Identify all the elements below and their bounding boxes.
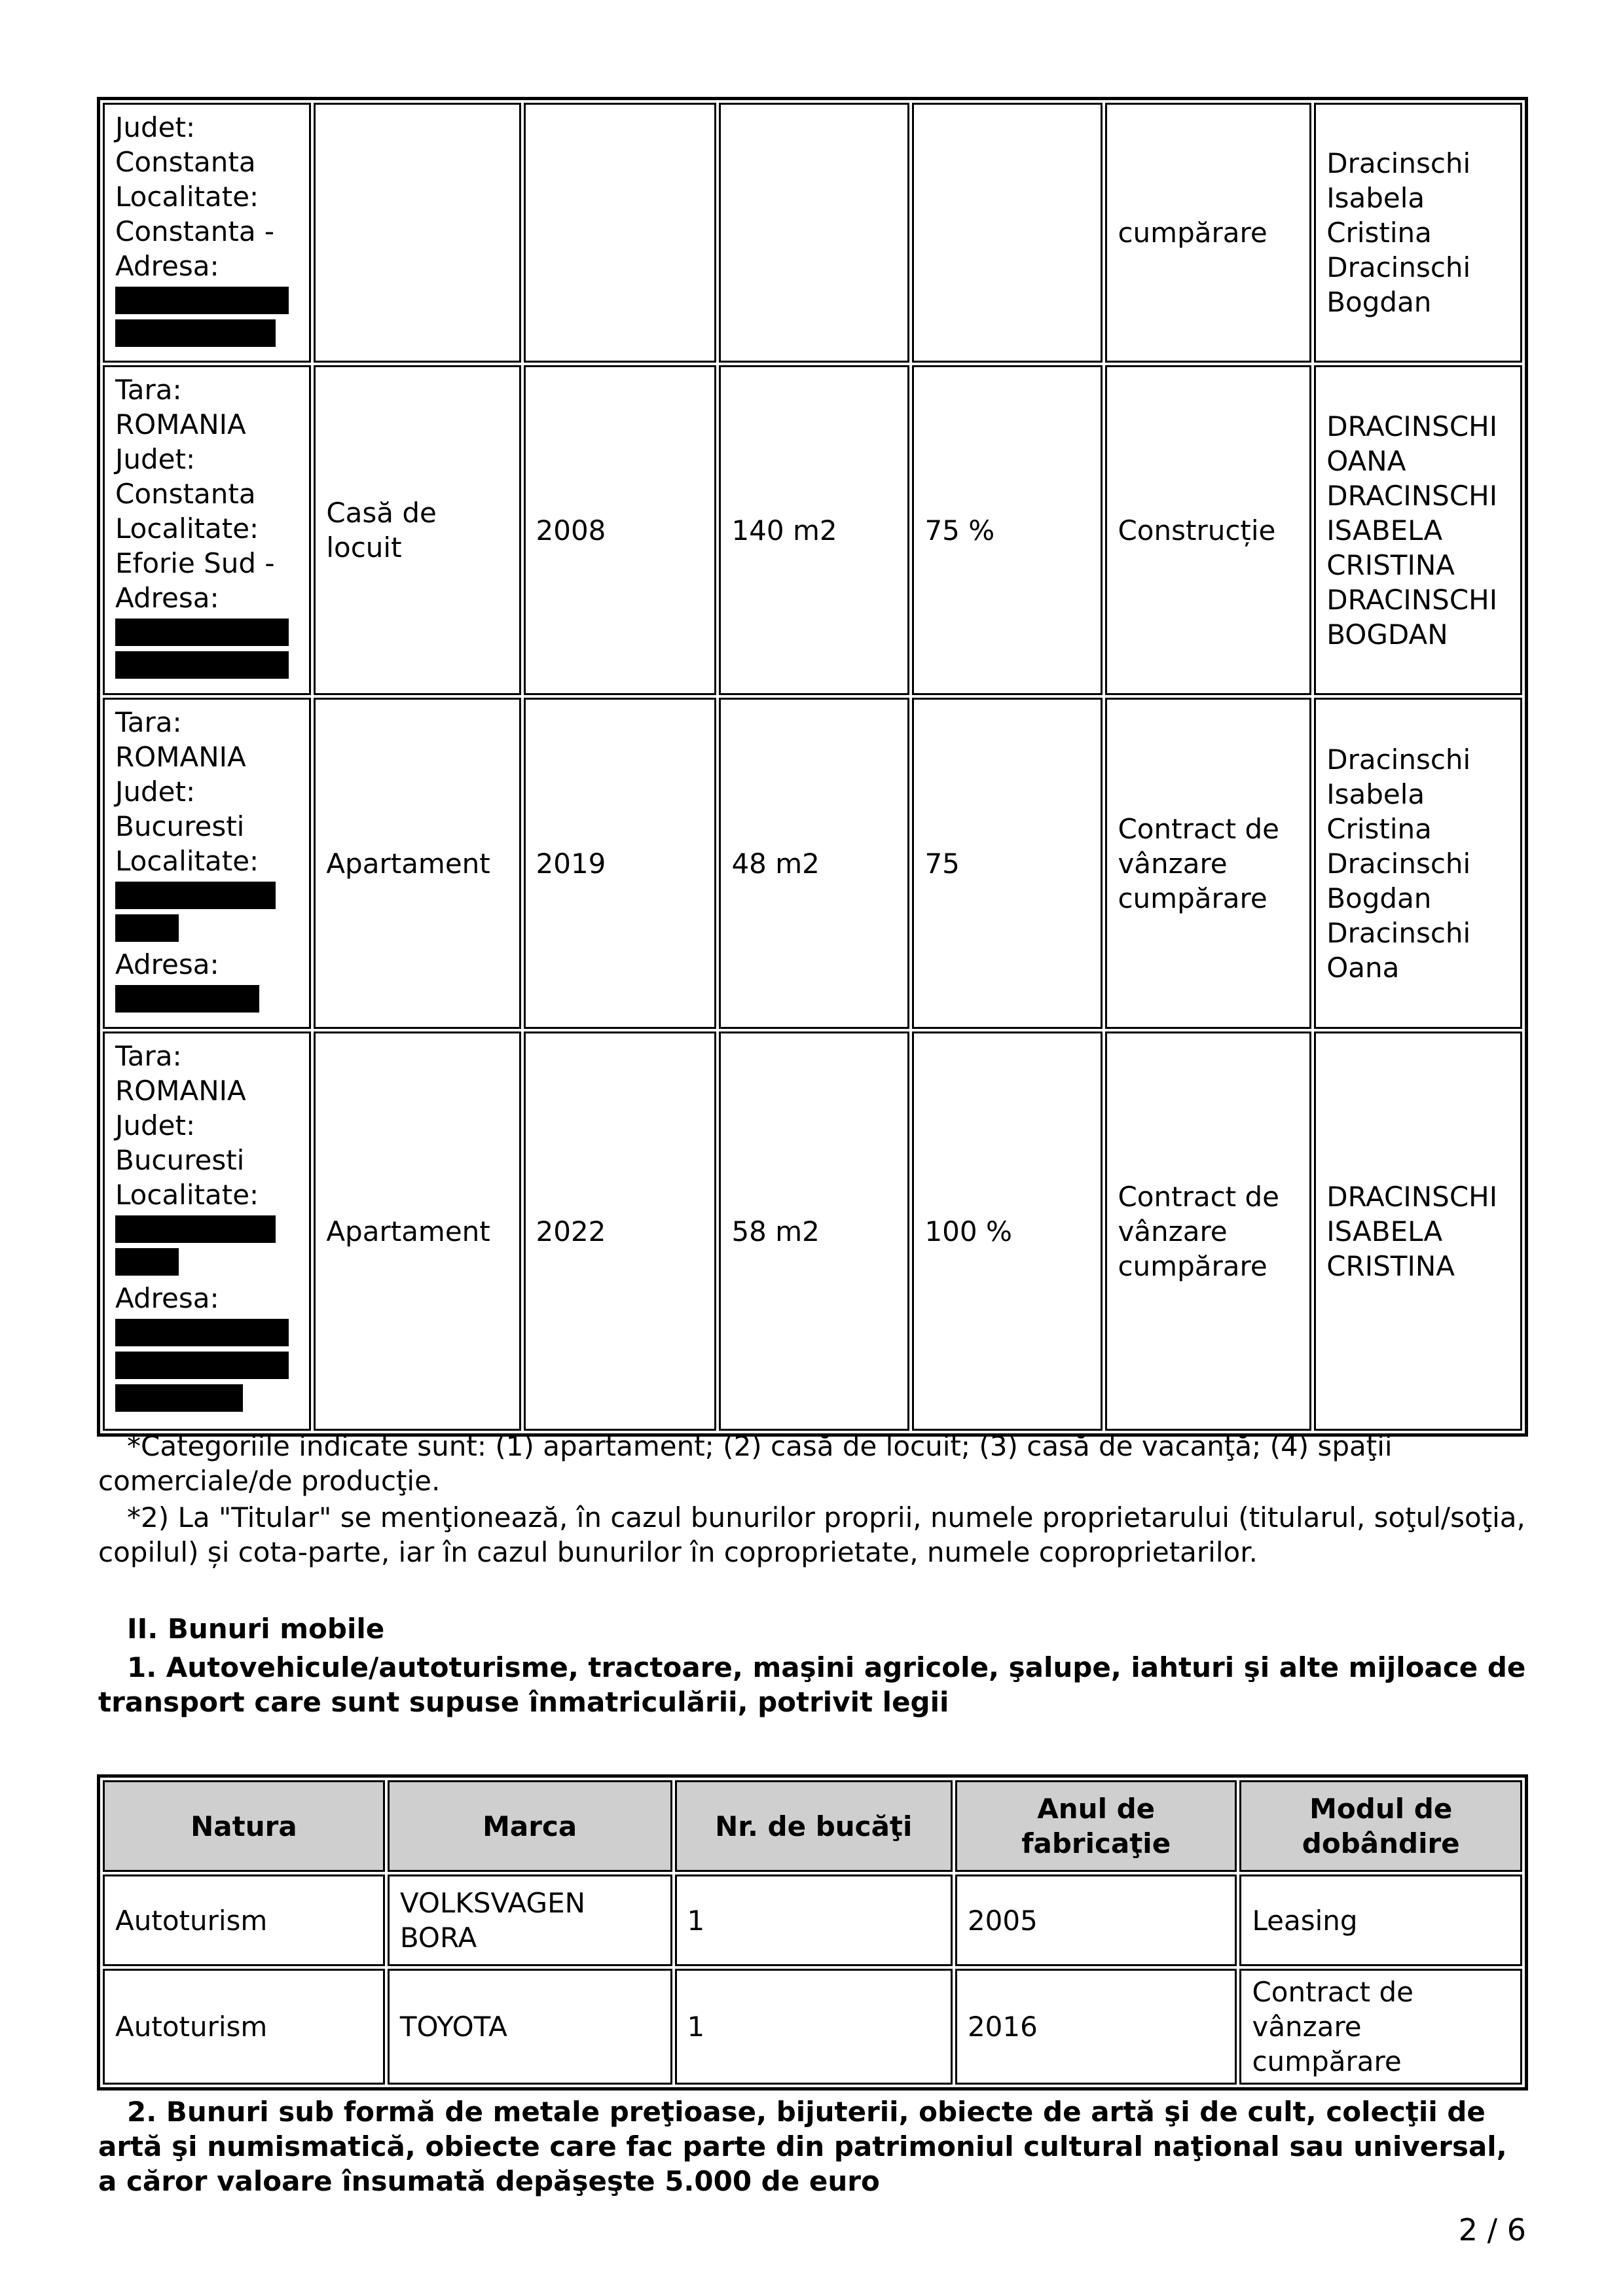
holder-line: Dracinschi bbox=[1326, 251, 1471, 283]
redaction-block bbox=[115, 1352, 289, 1379]
table-cell: 2016 bbox=[955, 1969, 1237, 2085]
table-row bbox=[103, 1969, 1522, 2085]
address-line: Localitate: bbox=[115, 512, 259, 545]
table-cell: Autoturism bbox=[103, 1874, 385, 1966]
address-line: Tara: bbox=[115, 374, 182, 406]
holders-cell bbox=[1314, 698, 1522, 1029]
acquisition-cell: Contract de vânzare cumpărare bbox=[1105, 698, 1311, 1029]
share-cell: 75 % bbox=[912, 365, 1103, 695]
holder-line: Cristina bbox=[1326, 812, 1432, 845]
table-row bbox=[103, 1874, 1522, 1966]
address-cell bbox=[103, 103, 311, 363]
holders-cell bbox=[1314, 103, 1522, 363]
address-line: Tara: bbox=[115, 706, 182, 738]
holder-line: Dracinschi bbox=[1326, 916, 1471, 949]
section-subtitle-vehicles: 1. Autovehicule/autoturisme, tractoare, maşini agricole, şalupe, iahturi şi alte mijloace de transport care sunt supuse înmatriculării, potrivit legii bbox=[98, 1651, 1526, 1718]
holder-line: Bogdan bbox=[1326, 882, 1432, 914]
column-header: Natura bbox=[103, 1780, 385, 1872]
category-cell: Apartament bbox=[314, 1031, 520, 1431]
address-cell bbox=[103, 1031, 311, 1431]
holder-line: Dracinschi bbox=[1326, 847, 1471, 880]
holder-line: DRACINSCHI bbox=[1326, 479, 1498, 512]
real-estate-table bbox=[97, 97, 1528, 1437]
year-cell: 2022 bbox=[524, 1031, 717, 1431]
table-row bbox=[103, 1031, 1522, 1431]
address-line: Adresa: bbox=[115, 1282, 219, 1314]
footnote-categories: *Categoriile indicate sunt: (1) apartament; (2) casă de locuit; (3) casă de vacanţă; (4) spaţii comerciale/de producţie. bbox=[98, 1430, 1393, 1497]
address-line: Localitate: bbox=[115, 181, 259, 213]
area-cell: 58 m2 bbox=[719, 1031, 909, 1431]
table-cell: 1 bbox=[675, 1874, 953, 1966]
area-cell bbox=[719, 103, 909, 363]
category-cell: Apartament bbox=[314, 698, 520, 1029]
footnote-titular: *2) La "Titular" se menţionează, în cazul bunurilor proprii, numele proprietarului (titularul, soţul/soţia, copilul) și cota-parte, iar în cazul bunurilor în coproprietate, numele coproprietarilor. bbox=[98, 1501, 1525, 1568]
redaction-block bbox=[115, 287, 289, 314]
address-line: Adresa: bbox=[115, 948, 219, 980]
column-header: Nr. de bucăţi bbox=[675, 1780, 953, 1872]
holder-line: CRISTINA bbox=[1326, 1249, 1455, 1282]
year-cell: 2008 bbox=[524, 365, 717, 695]
redaction-block bbox=[115, 1319, 289, 1346]
share-cell: 75 bbox=[912, 698, 1103, 1029]
table-row bbox=[103, 698, 1522, 1029]
redaction-block bbox=[115, 914, 179, 942]
share-cell: 100 % bbox=[912, 1031, 1103, 1431]
holder-line: DRACINSCHI bbox=[1326, 410, 1498, 442]
holder-line: DRACINSCHI bbox=[1326, 1180, 1498, 1213]
acquisition-cell: cumpărare bbox=[1105, 103, 1311, 363]
column-header: Marca bbox=[388, 1780, 672, 1872]
table-cell: Contract de vânzare cumpărare bbox=[1239, 1969, 1522, 2085]
redaction-block bbox=[115, 1384, 243, 1412]
redaction-block bbox=[115, 1248, 179, 1276]
share-cell bbox=[912, 103, 1103, 363]
table-row bbox=[103, 365, 1522, 695]
table-cell: TOYOTA bbox=[388, 1969, 672, 2085]
holder-line: CRISTINA bbox=[1326, 548, 1455, 581]
address-line: ROMANIA bbox=[115, 1075, 246, 1107]
redaction-block bbox=[115, 651, 289, 679]
column-header: Modul de dobândire bbox=[1239, 1780, 1522, 1872]
table-cell: Leasing bbox=[1239, 1874, 1522, 1966]
column-header: Anul de fabricaţie bbox=[955, 1780, 1237, 1872]
address-line: Bucuresti bbox=[115, 1144, 245, 1176]
holder-line: Oana bbox=[1326, 951, 1400, 984]
address-cell bbox=[103, 365, 311, 695]
section-title: II. Bunuri mobile bbox=[127, 1613, 385, 1645]
holders-cell bbox=[1314, 365, 1522, 695]
holder-line: DRACINSCHI bbox=[1326, 583, 1498, 616]
vehicles-table bbox=[97, 1774, 1528, 2090]
holder-line: Isabela bbox=[1326, 182, 1425, 214]
section-subtitle-valuables: 2. Bunuri sub formă de metale preţioase, bijuterii, obiecte de artă şi de cult, colecţii de artă şi numismatică, obiecte care fac parte din patrimoniul cultural naţional sau universal, a căror valoare însumată depăşeşte 5.000 de euro bbox=[98, 2096, 1507, 2197]
holder-line: ISABELA bbox=[1326, 514, 1443, 547]
address-line: Adresa: bbox=[115, 582, 219, 614]
address-line: Judet: bbox=[115, 443, 196, 475]
table-header-row bbox=[103, 1780, 1522, 1872]
address-line: Judet: bbox=[115, 1109, 196, 1141]
address-line: ROMANIA bbox=[115, 741, 246, 773]
address-line: Constanta bbox=[115, 146, 256, 178]
address-line: Tara: bbox=[115, 1040, 182, 1072]
holder-line: BOGDAN bbox=[1326, 618, 1448, 651]
redaction-block bbox=[115, 319, 276, 347]
holder-line: Cristina bbox=[1326, 217, 1432, 249]
address-line: Bucuresti bbox=[115, 810, 245, 842]
redaction-block bbox=[115, 1215, 276, 1243]
address-line: Localitate: bbox=[115, 845, 259, 877]
area-cell: 48 m2 bbox=[719, 698, 909, 1029]
holder-line: OANA bbox=[1326, 444, 1406, 477]
page-number: 2 / 6 bbox=[1458, 2212, 1526, 2248]
address-line: Judet: bbox=[115, 776, 196, 808]
redaction-block bbox=[115, 619, 289, 646]
acquisition-cell: Contract de vânzare cumpărare bbox=[1105, 1031, 1311, 1431]
year-cell: 2019 bbox=[524, 698, 717, 1029]
address-line: Adresa: bbox=[115, 250, 219, 282]
address-line: Constanta - bbox=[115, 215, 275, 247]
category-cell: Casă de locuit bbox=[314, 365, 520, 695]
address-line: Eforie Sud - bbox=[115, 547, 275, 579]
table-cell: Autoturism bbox=[103, 1969, 385, 2085]
address-line: Constanta bbox=[115, 478, 256, 510]
table-cell: 1 bbox=[675, 1969, 953, 2085]
year-cell bbox=[524, 103, 717, 363]
redaction-block bbox=[115, 985, 259, 1013]
acquisition-cell: Construcție bbox=[1105, 365, 1311, 695]
address-line: Judet: bbox=[115, 111, 196, 143]
holder-line: Isabela bbox=[1326, 778, 1425, 810]
table-cell: VOLKSVAGEN BORA bbox=[388, 1874, 672, 1966]
area-cell: 140 m2 bbox=[719, 365, 909, 695]
holder-line: Dracinschi bbox=[1326, 743, 1471, 776]
table-row bbox=[103, 103, 1522, 363]
table-cell: 2005 bbox=[955, 1874, 1237, 1966]
address-cell bbox=[103, 698, 311, 1029]
address-line: Localitate: bbox=[115, 1179, 259, 1211]
holders-cell bbox=[1314, 1031, 1522, 1431]
holder-line: Dracinschi bbox=[1326, 147, 1471, 179]
holder-line: Bogdan bbox=[1326, 286, 1432, 318]
address-line: ROMANIA bbox=[115, 408, 246, 440]
category-cell bbox=[314, 103, 520, 363]
holder-line: ISABELA bbox=[1326, 1215, 1443, 1247]
redaction-block bbox=[115, 882, 276, 909]
